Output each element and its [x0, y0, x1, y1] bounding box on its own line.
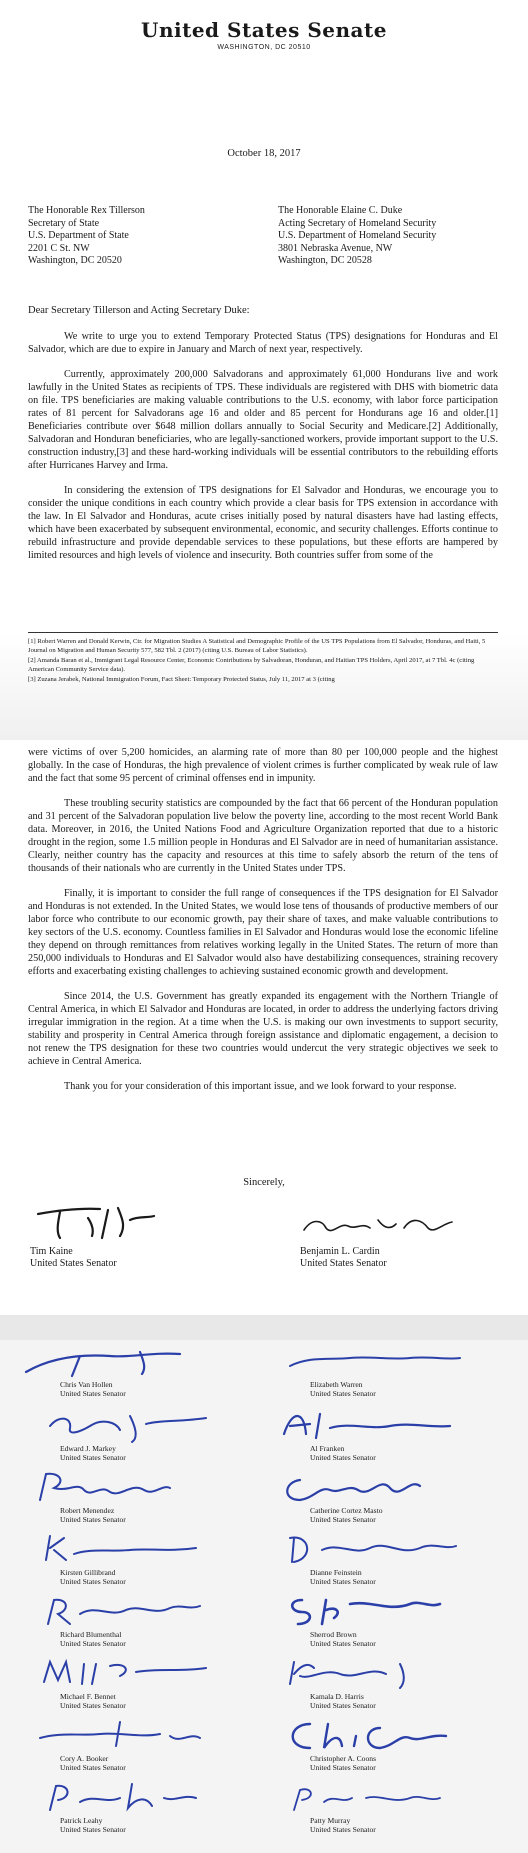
handwritten-signature [20, 1346, 220, 1380]
signer-name: Dianne Feinstein [310, 1568, 362, 1577]
signer-name: Robert Menendez [60, 1506, 115, 1515]
signer-title: United States Senator [310, 1389, 376, 1398]
letterhead-title: United States Senate [141, 18, 387, 42]
handwritten-signature [270, 1714, 470, 1754]
letter-body-page-1 [28, 330, 498, 574]
signature-block [270, 1776, 490, 1834]
signature-block [270, 1528, 490, 1586]
signer-title: United States Senator [300, 1258, 387, 1269]
handwritten-signature [270, 1346, 470, 1380]
handwritten-signature [30, 1200, 160, 1242]
signer-name: Chris Van Hollen [60, 1380, 113, 1389]
signer-name: Benjamin L. Cardin [300, 1246, 380, 1257]
signature-block [270, 1714, 490, 1772]
signer-name: Elizabeth Warren [310, 1380, 363, 1389]
signature-block [20, 1776, 240, 1834]
handwritten-signature [20, 1590, 220, 1630]
handwritten-signature [20, 1714, 220, 1754]
handwritten-signature [20, 1466, 220, 1506]
footnotes [28, 632, 498, 687]
signature-block [270, 1404, 490, 1462]
signer-title: United States Senator [60, 1763, 126, 1772]
signer-title: United States Senator [60, 1453, 126, 1462]
signature-block [20, 1652, 240, 1710]
paragraph: These troubling security statistics are compounded by the fact that 66 percent of the Honduran population and 31 percent of the Salvadoran population live below the poverty line, according to the most recent World Bank data. Moreover, in 2016, the United Nations Food and Agriculture Organization reported that due to a historic drought in the region, some 1.5 million people in Honduras and El Salvador are in need of humanitarian assistance. Clearly, neither country has the capacity and resources at this time to safely absorb the return of the tens of thousands of their nationals who are currently in the United States under TPS. [28, 798, 498, 874]
handwritten-signature [300, 1200, 460, 1242]
signer-title: United States Senator [310, 1701, 376, 1710]
recipient-line: 2201 C St. NW [28, 242, 90, 254]
paragraph: Currently, approximately 200,000 Salvadorans and approximately 61,000 Hondurans live and work lawfully in the United States as recipients of TPS. These individuals are registered with DHS with biometric data on file. TPS beneficiaries are making valuable contributions to the U.S. economy, with labor force participation rates of 81 percent for Salvadorans age 16 and older and 85 percent for Hondurans age 16 and older.[1] Beneficiaries contribute over $648 million dollars annually to Social Security and Medicare.[2] Additionally, Salvadoran and Honduran beneficiaries, who are legally-sanctioned workers, provide important support to the U.S. construction industry,[3] and these hard-working individuals will be essential contributors to the rebuilding efforts after Hurricanes Harvey and Irma. [28, 369, 498, 471]
signer-title: United States Senator [60, 1639, 126, 1648]
signature-block [270, 1466, 490, 1524]
letter-page-2 [0, 740, 528, 1315]
signature-block [20, 1590, 240, 1648]
closing: Sincerely, [243, 1177, 285, 1188]
recipient-line: Acting Secretary of Homeland Security [278, 217, 437, 229]
letter-page-1 [0, 0, 528, 740]
signer-name: Christopher A. Coons [310, 1754, 377, 1763]
handwritten-signature [270, 1776, 470, 1816]
signer-title: United States Senator [60, 1701, 126, 1710]
handwritten-signature [270, 1652, 470, 1692]
paragraph: Finally, it is important to consider the full range of consequences if the TPS designation for El Salvador and Honduras is not extended. In the United States, we would lose tens of thousands of productive members of our labor force who contribute to our economic growth, pay their share of taxes, and make valuable contributions to key sectors of the U.S. economy. Countless families in El Salvador and Honduras would lose the economic lifeline they depend on through remittances from relatives working legally in the United States. The return of more than 250,000 individuals to Honduras and El Salvador would also have destabilizing consequences, straining recovery efforts and exacerbating existing challenges to achieving sustained economic growth and development. [28, 888, 498, 977]
recipient-line: 3801 Nebraska Avenue, NW [278, 242, 393, 254]
signatures-page [0, 1340, 528, 1853]
paragraph: Since 2014, the U.S. Government has greatly expanded its engagement with the Northern Triangle of Central America, in which El Salvador and Honduras are located, in order to address the underlying factors driving irregular immigration in the region. At a time when the U.S. is making our own investments to support security, stability and prosperity in Central America through foreign assistance and diplomatic engagement, a decision to not renew the TPS designation for these two countries would undercut the very strategic objectives we seek to achieve in Central America. [28, 991, 498, 1067]
paragraph: were victims of over 5,200 homicides, an alarming rate of more than 80 per 100,000 people and the highest globally. In the case of Honduras, the high prevalence of violent crimes is further complicated by weak rule of law and the fact that some 95 percent of criminal offenses end in impunity. [28, 747, 498, 784]
recipient-tillerson [28, 205, 145, 268]
signer-name: Al Franken [310, 1444, 345, 1453]
signer-title: United States Senator [310, 1515, 376, 1524]
signer-name: Patty Murray [310, 1816, 351, 1825]
handwritten-signature [20, 1652, 220, 1692]
signature-cardin [300, 1200, 460, 1270]
signer-name: Tim Kaine [30, 1246, 73, 1257]
signer-name: Michael F. Bennet [60, 1692, 116, 1701]
recipient-line: Washington, DC 20528 [278, 255, 372, 266]
signer-title: United States Senator [60, 1515, 126, 1524]
signer-name: Kamala D. Harris [310, 1692, 364, 1701]
signer-title: United States Senator [310, 1577, 376, 1586]
recipient-line: U.S. Department of Homeland Security [278, 230, 437, 241]
signer-name: Edward J. Markey [60, 1444, 116, 1453]
signer-name: Richard Blumenthal [60, 1630, 122, 1639]
recipient-line: Washington, DC 20520 [28, 255, 122, 266]
signature-block [20, 1714, 240, 1772]
signer-title: United States Senator [310, 1763, 376, 1772]
handwritten-signature [270, 1590, 470, 1630]
signer-name: Kirsten Gillibrand [60, 1568, 116, 1577]
recipient-line: Secretary of State [28, 217, 100, 229]
signer-title: United States Senator [310, 1453, 376, 1462]
salutation: Dear Secretary Tillerson and Acting Secretary Duke: [28, 305, 250, 316]
letter-body-page-2 [28, 746, 498, 1105]
recipient-duke [278, 205, 436, 268]
signer-name: Cory A. Booker [60, 1754, 109, 1763]
letterhead-address: WASHINGTON, DC 20510 [217, 44, 311, 51]
signature-block [20, 1528, 240, 1586]
signer-title: United States Senator [310, 1639, 376, 1648]
handwritten-signature [270, 1404, 470, 1444]
signer-title: United States Senator [30, 1258, 117, 1269]
signature-block [20, 1466, 240, 1524]
signer-title: United States Senator [60, 1389, 126, 1398]
signer-title: United States Senator [310, 1825, 376, 1834]
letterhead [0, 0, 528, 51]
signature-block [20, 1346, 240, 1398]
signer-title: United States Senator [60, 1577, 126, 1586]
signature-block [270, 1652, 490, 1710]
signer-name: Sherrod Brown [310, 1630, 357, 1639]
page-separator [0, 1315, 528, 1340]
signer-name: Catherine Cortez Masto [310, 1506, 383, 1515]
paragraph: In considering the extension of TPS designations for El Salvador and Honduras, we encourage you to consider the unique conditions in each country which provide a clear basis for TPS extension in accordance with the law. In El Salvador and Honduras, acute crises initially posed by natural disasters have had lasting effects, which have been exacerbated by subsequent environmental, economic, and security challenges. Efforts continue to rebuild infrastructure and provide dependable services to these populations, but these efforts are hampered by limited resources and high levels of violence and insecurity. Both countries suffer from some of the [28, 485, 498, 561]
signer-name: Patrick Leahy [60, 1816, 103, 1825]
signature-block [270, 1346, 490, 1398]
handwritten-signature [20, 1776, 220, 1816]
signature-kaine [30, 1200, 160, 1270]
footnote: [1] Robert Warren and Donald Kerwin, Ctr. for Migration Studies A Statistical and Demographic Profile of the US TPS Populations from El Salvador, Honduras, and Haiti, 5 Journal on Migration and Human Security 577, 582 Tbl. 2 (2017) (citing U.S. Bureau of Labor Statistics). [28, 638, 486, 654]
paragraph: We write to urge you to extend Temporary Protected Status (TPS) designations for Honduras and El Salvador, which are due to expire in January and March of next year, respectively. [28, 331, 498, 355]
letter-date: October 18, 2017 [227, 148, 301, 159]
recipient-line: The Honorable Elaine C. Duke [278, 205, 403, 216]
footnote: [3] Zuzana Jerabek, National Immigration Forum, Fact Sheet: Temporary Protected Status, July 11, 2017 at 3 (citing [28, 676, 335, 684]
signer-title: United States Senator [60, 1825, 126, 1834]
handwritten-signature [20, 1404, 220, 1444]
footnote: [2] Amanda Baran et al., Immigrant Legal Resource Center, Economic Contributions by Salvadoran, Honduran, and Haitian TPS Holders, April 2017, at 7 Tbl. 4c (citing American Community Service data). [28, 657, 475, 673]
recipient-line: The Honorable Rex Tillerson [28, 205, 145, 216]
paragraph: Thank you for your consideration of this important issue, and we look forward to your response. [64, 1081, 457, 1092]
handwritten-signature [270, 1528, 470, 1568]
handwritten-signature [20, 1528, 220, 1568]
recipient-line: U.S. Department of State [28, 230, 129, 241]
signature-block [270, 1590, 490, 1648]
signature-block [20, 1404, 240, 1462]
handwritten-signature [270, 1466, 470, 1506]
